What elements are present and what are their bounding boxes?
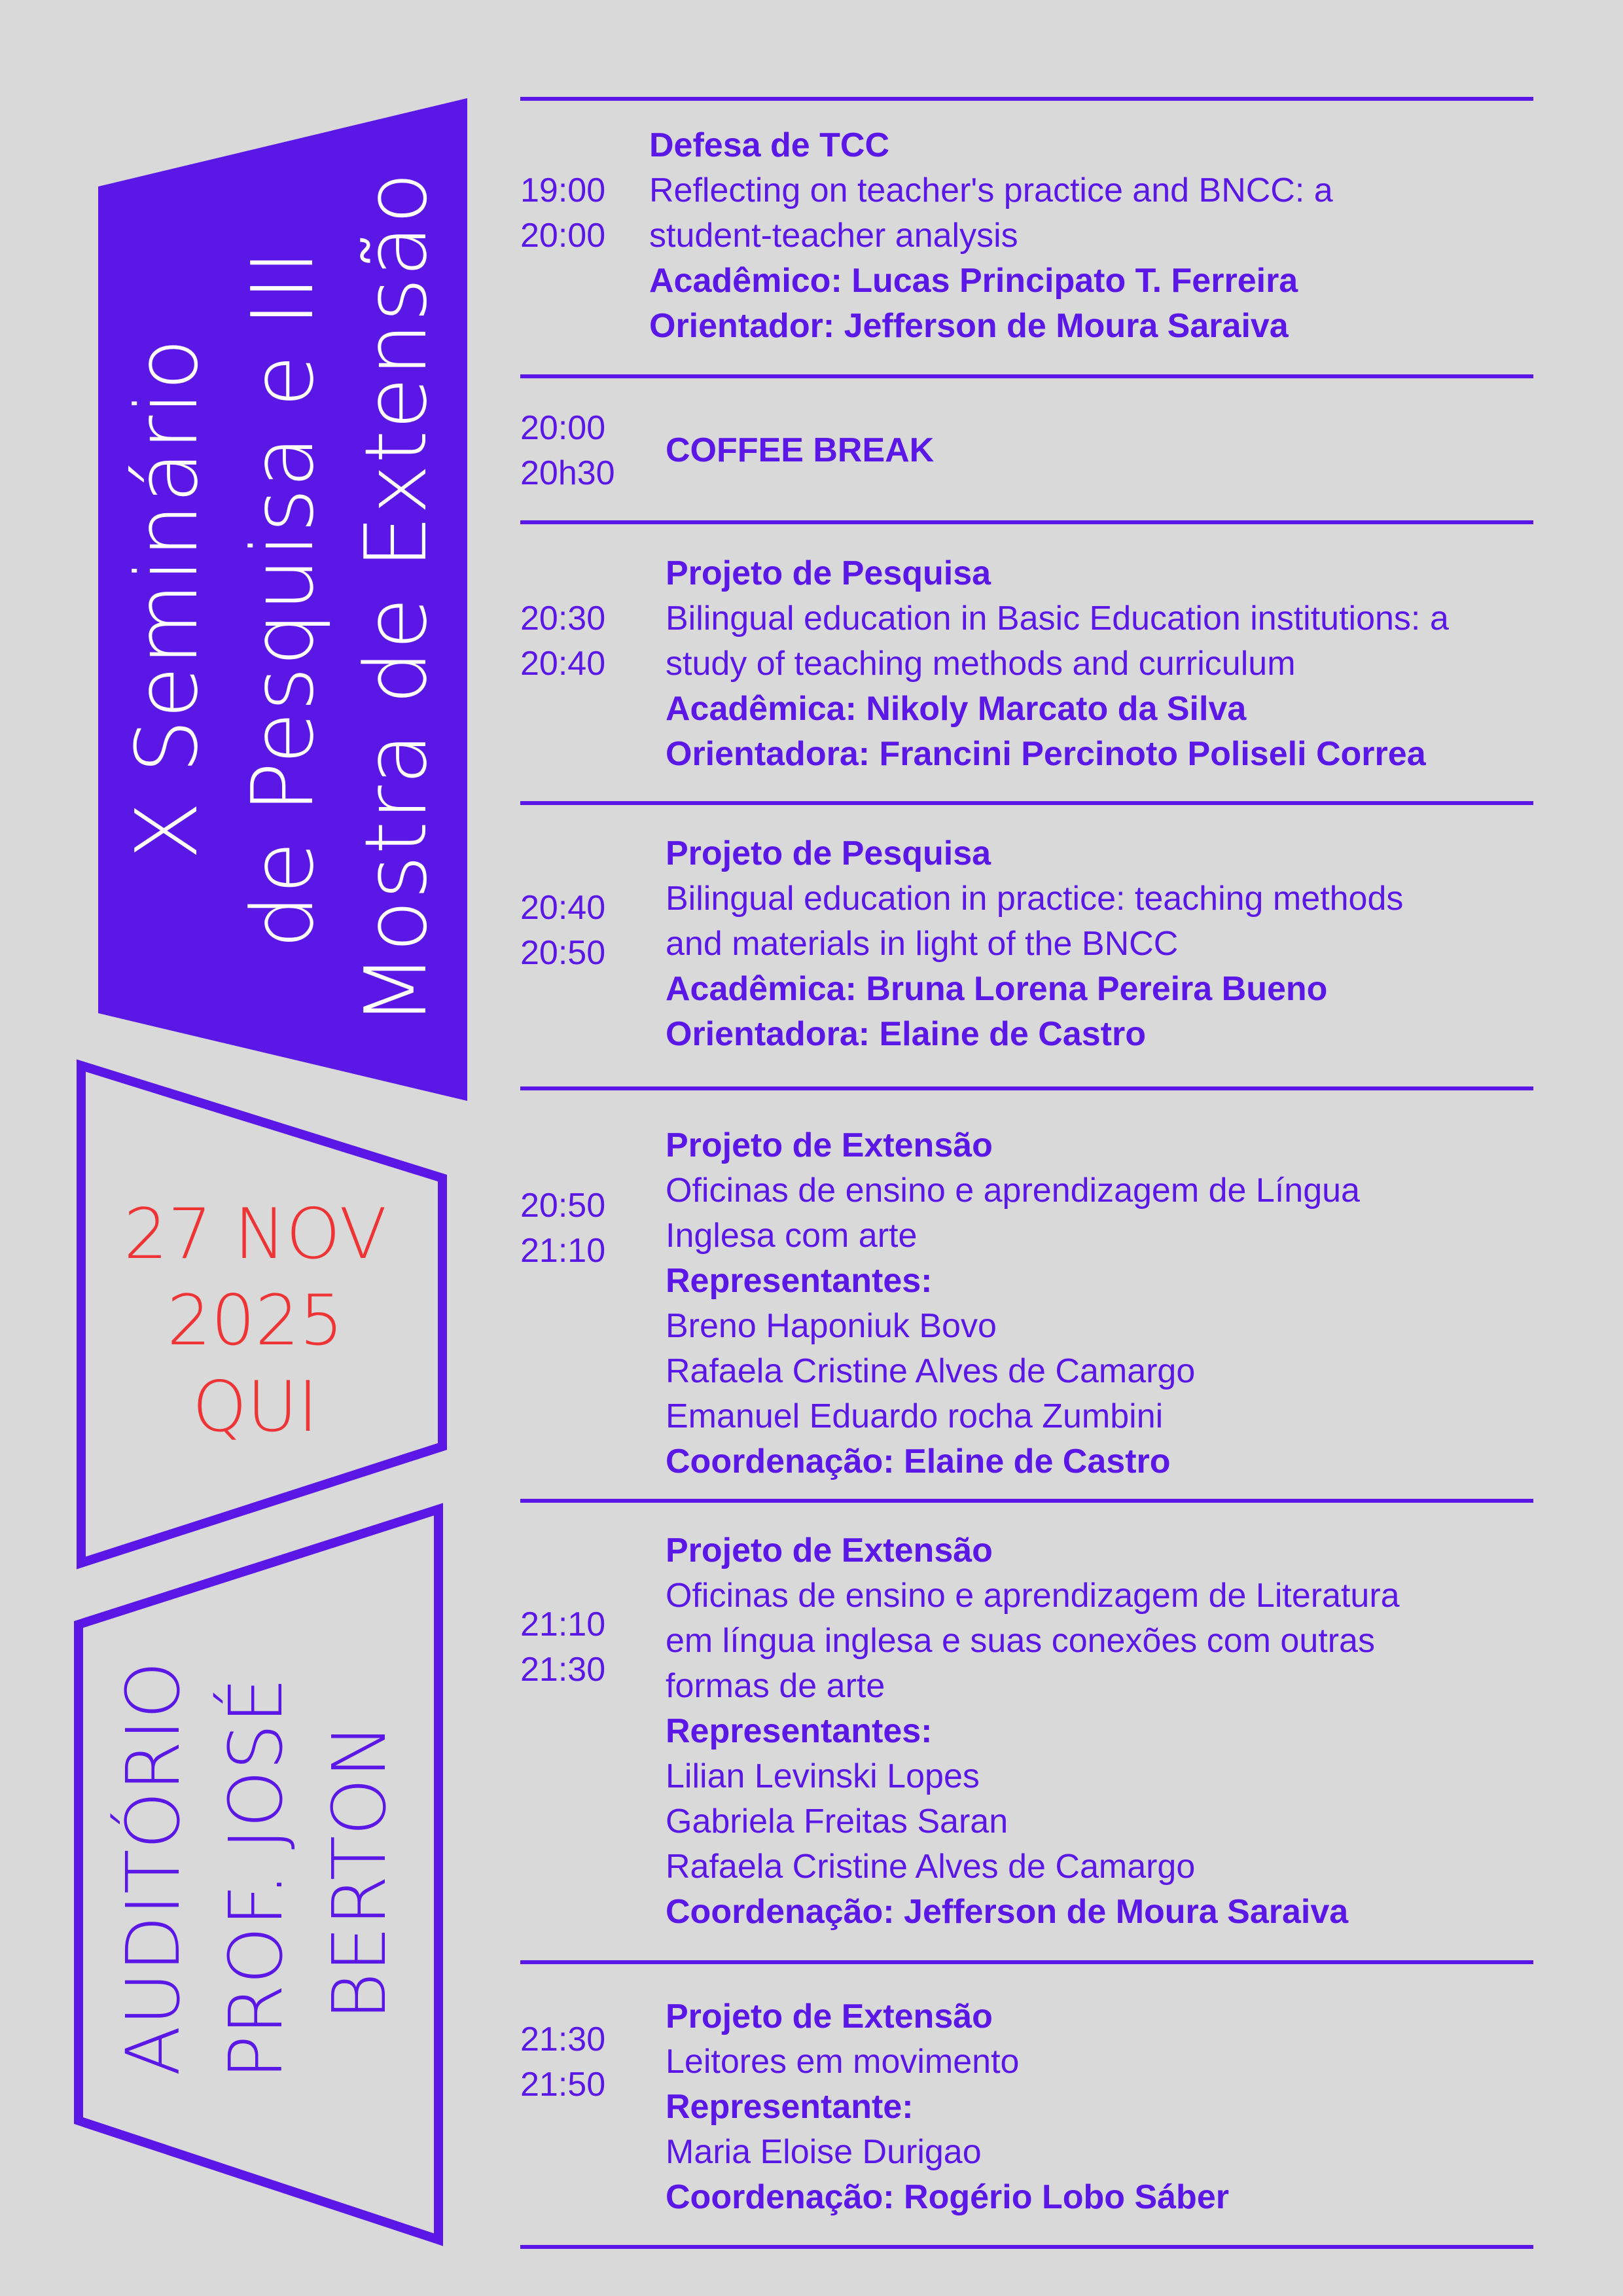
end-time: 20:50	[520, 934, 606, 972]
representative-name: Rafaela Cristine Alves de Camargo	[666, 1848, 1196, 1886]
end-time: 20:40	[520, 645, 606, 683]
advisor-name: Orientador: Jefferson de Moura Saraiva	[649, 307, 1289, 345]
item-title: Bilingual education in Basic Education institutions: a	[666, 600, 1449, 637]
time-range	[520, 1183, 651, 1274]
representative-name: Rafaela Cristine Alves de Camargo	[666, 1352, 1196, 1390]
start-time: 20:30	[520, 600, 606, 637]
date-weekday: QUI	[192, 1367, 319, 1447]
item-details	[666, 428, 934, 473]
item-type: Projeto de Extensão	[666, 1532, 993, 1570]
event-date	[98, 1191, 412, 1450]
end-time: 21:10	[520, 1232, 606, 1270]
item-title: Bilingual education in practice: teaching methods	[666, 880, 1404, 918]
item-type: Projeto de Pesquisa	[666, 554, 991, 592]
student-name: Acadêmica: Bruna Lorena Pereira Bueno	[666, 970, 1328, 1008]
item-type: Projeto de Extensão	[666, 1998, 993, 2036]
item-type: Projeto de Pesquisa	[666, 834, 991, 872]
item-title: Oficinas de ensino e aprendizagem de Língua	[666, 1172, 1360, 1210]
end-time: 20h30	[520, 454, 615, 492]
representative-name: Emanuel Eduardo rocha Zumbini	[666, 1397, 1164, 1435]
item-title: Inglesa com arte	[666, 1217, 918, 1255]
end-time: 20:00	[520, 217, 606, 255]
item-details	[666, 831, 1403, 1057]
time-range	[520, 1602, 651, 1693]
start-time: 20:40	[520, 889, 606, 927]
venue-line-3: BERTON	[317, 1723, 402, 2021]
item-title: study of teaching methods and curriculum	[666, 645, 1296, 683]
divider	[520, 801, 1533, 805]
item-title: and materials in light of the BNCC	[666, 925, 1179, 963]
representative-name: Gabriela Freitas Saran	[666, 1803, 1008, 1840]
student-name: Acadêmico: Lucas Principato T. Ferreira	[649, 262, 1298, 300]
divider	[520, 1960, 1533, 1964]
item-details	[666, 551, 1449, 777]
item-details	[666, 1994, 1229, 2220]
divider	[520, 2245, 1533, 2249]
representatives-label: Representante:	[666, 2088, 914, 2126]
event-title-line-2: de Pesquisa e III	[233, 249, 332, 949]
item-details	[649, 123, 1333, 349]
date-year: 2025	[167, 1280, 344, 1361]
start-time: 21:30	[520, 2020, 606, 2058]
venue-line-1: AUDITÓRIO	[111, 1661, 196, 2076]
advisor-name: Orientadora: Elaine de Castro	[666, 1015, 1146, 1053]
advisor-name: Orientadora: Francini Percinoto Poliseli Correa	[666, 735, 1426, 773]
time-range	[520, 596, 651, 687]
representatives-label: Representantes:	[666, 1712, 933, 1750]
time-range	[520, 2017, 651, 2108]
date-day-month: 27 NOV	[124, 1194, 387, 1274]
divider	[520, 1086, 1533, 1090]
start-time: 20:00	[520, 409, 606, 447]
representative-name: Breno Haponiuk Bovo	[666, 1307, 997, 1345]
time-range	[520, 406, 651, 496]
divider	[520, 97, 1533, 101]
schedule	[520, 0, 1535, 2296]
item-title: formas de arte	[666, 1667, 885, 1705]
item-type: Defesa de TCC	[649, 126, 889, 164]
representative-name: Lilian Levinski Lopes	[666, 1757, 980, 1795]
item-type: COFFEE BREAK	[666, 431, 935, 469]
item-title: student-teacher analysis	[649, 217, 1018, 255]
start-time: 19:00	[520, 171, 606, 209]
item-type: Projeto de Extensão	[666, 1126, 993, 1164]
start-time: 20:50	[520, 1187, 606, 1225]
start-time: 21:10	[520, 1605, 606, 1643]
coordinator-name: Coordenação: Rogério Lobo Sáber	[666, 2178, 1229, 2216]
item-title: em língua inglesa e suas conexões com outras	[666, 1622, 1375, 1660]
event-title-line-1: X Seminário	[117, 338, 217, 860]
item-details	[666, 1123, 1360, 1484]
event-title-line-3: Mostra de Extensão	[346, 171, 446, 1027]
representatives-label: Representantes:	[666, 1262, 933, 1300]
time-range	[520, 168, 651, 259]
student-name: Acadêmica: Nikoly Marcato da Silva	[666, 690, 1247, 728]
venue-line-2: PROF. JOSÉ	[214, 1677, 299, 2080]
end-time: 21:50	[520, 2066, 606, 2104]
representative-name: Maria Eloise Durigao	[666, 2133, 982, 2171]
item-title: Oficinas de ensino e aprendizagem de Literatura	[666, 1577, 1400, 1615]
divider	[520, 520, 1533, 524]
item-title: Reflecting on teacher's practice and BNCC: a	[649, 171, 1333, 209]
coordinator-name: Coordenação: Jefferson de Moura Saraiva	[666, 1893, 1349, 1931]
divider	[520, 1499, 1533, 1503]
end-time: 21:30	[520, 1651, 606, 1689]
coordinator-name: Coordenação: Elaine de Castro	[666, 1443, 1171, 1480]
item-details	[666, 1528, 1400, 1935]
time-range	[520, 886, 651, 976]
divider	[520, 374, 1533, 378]
item-title: Leitores em movimento	[666, 2043, 1020, 2081]
